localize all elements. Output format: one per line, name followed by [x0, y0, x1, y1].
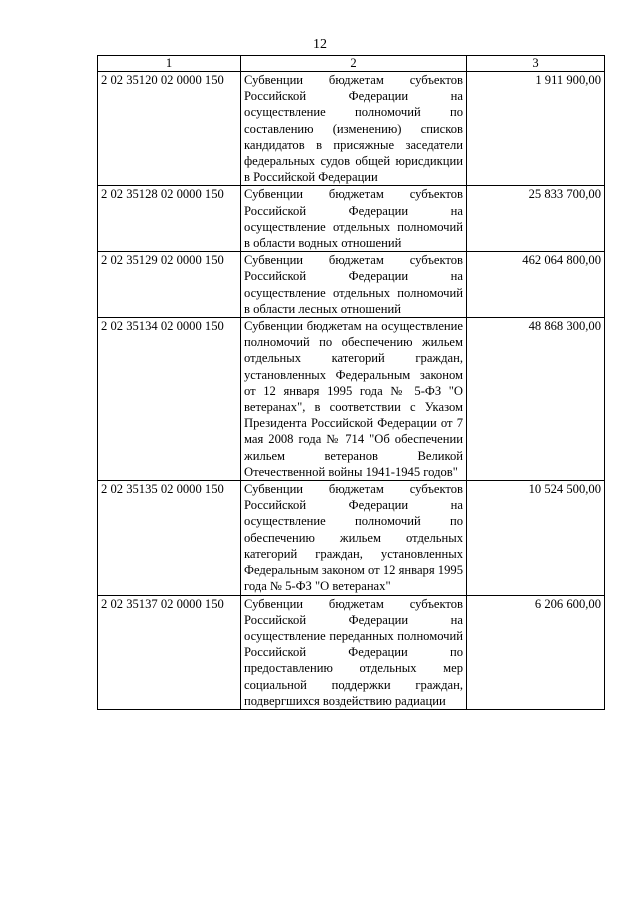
amount: 10 524 500,00: [467, 481, 605, 595]
budget-code: 2 02 35128 02 0000 150: [98, 186, 241, 252]
subvention-description: Субвенции бюджетам субъектов Российской Федерации на осуществление полномочий по обеспечению жильем отдельных категорий граждан, установленных Федеральным законом от 12 января 1995 года № 5-ФЗ "О ветеранах": [241, 481, 467, 595]
column-header-3: 3: [467, 56, 605, 72]
page-number: 12: [313, 37, 327, 52]
budget-code: 2 02 35135 02 0000 150: [98, 481, 241, 595]
subvention-description: Субвенции бюджетам субъектов Российской Федерации на осуществление полномочий по составлению (изменению) списков кандидатов в присяжные заседатели федеральных судов общей юрисдикции в Российской Федерации: [241, 72, 467, 186]
table-row: [98, 252, 605, 318]
table-header: [98, 56, 605, 72]
column-header-1: 1: [98, 56, 241, 72]
table-row: [98, 318, 605, 481]
budget-code: 2 02 35137 02 0000 150: [98, 595, 241, 709]
amount: 6 206 600,00: [467, 595, 605, 709]
subvention-description: Субвенции бюджетам на осуществление полномочий по обеспечению жильем отдельных категорий граждан, установленных Федеральным законом от 12 января 1995 года № 5-ФЗ "О ветеранах", в соответствии с Указом Президента Российской Федерации от 7 мая 2008 года № 714 "Об обеспечении жильем ветеранов Великой Отечественной войны 1941-1945 годов": [241, 318, 467, 481]
header-row: [98, 56, 605, 72]
subvention-description: Субвенции бюджетам субъектов Российской Федерации на осуществление отдельных полномочий в области водных отношений: [241, 186, 467, 252]
amount: 1 911 900,00: [467, 72, 605, 186]
amount: 462 064 800,00: [467, 252, 605, 318]
budget-code: 2 02 35134 02 0000 150: [98, 318, 241, 481]
table-row: [98, 595, 605, 709]
table-row: [98, 186, 605, 252]
amount: 25 833 700,00: [467, 186, 605, 252]
subvention-description: Субвенции бюджетам субъектов Российской Федерации на осуществление переданных полномочий Российской Федерации по предоставлению отдельных мер социальной поддержки граждан, подвергшихся воздействию радиации: [241, 595, 467, 709]
budget-table: [97, 55, 605, 710]
budget-code: 2 02 35120 02 0000 150: [98, 72, 241, 186]
table-body: [98, 72, 605, 710]
subvention-description: Субвенции бюджетам субъектов Российской Федерации на осуществление отдельных полномочий в области лесных отношений: [241, 252, 467, 318]
budget-code: 2 02 35129 02 0000 150: [98, 252, 241, 318]
amount: 48 868 300,00: [467, 318, 605, 481]
table-row: [98, 481, 605, 595]
column-header-2: 2: [241, 56, 467, 72]
table-row: [98, 72, 605, 186]
